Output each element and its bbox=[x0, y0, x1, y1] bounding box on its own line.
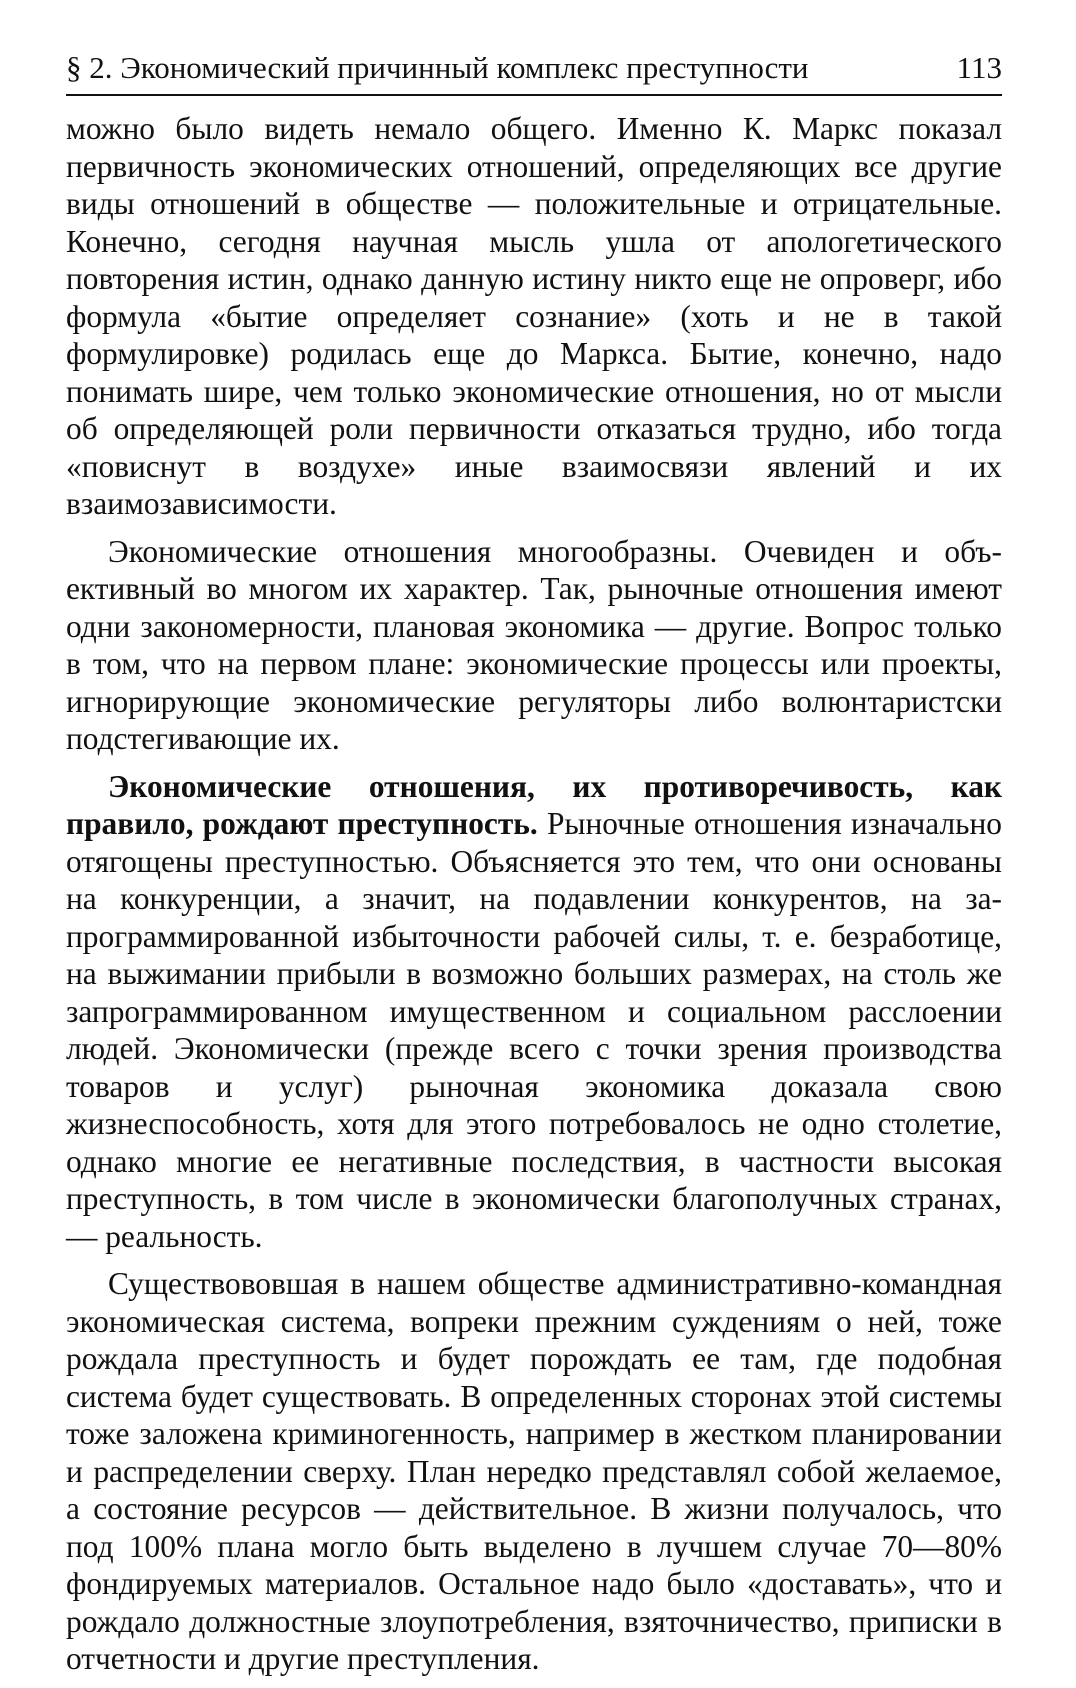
paragraph-1-text: можно было видеть немало общего. Именно К. Маркс показал первичность экономических отношений, определяющих все другие виды отношений в обществе — положительные и отрицательные. Конечно, сегодня научная мысль ушла от апологетического повторения истин, однако данную истину никто еще не опроверг, ибо формула «бытие определяет сознание» (хоть и не в такой формулировке) родилась еще до Маркса. Бытие, конечно, надо понимать шире, чем только экономические отношения, но от мысли об определяющей роли первичности отказаться трудно, ибо тогда «повиснут в воздухе» иные взаимосвязи явлений и их взаимозависимости. bbox=[66, 111, 1002, 521]
paragraph-3 bbox=[66, 768, 1002, 1256]
running-head bbox=[66, 48, 1002, 96]
paragraph-4 bbox=[66, 1265, 1002, 1678]
paragraph-2-text: Экономические отношения многообразны. Очевиден и объективный во многом их характер. Так, рыночные отношения имеют одни закономерности, плановая экономика — другие. Вопрос только в том, что на первом плане: экономические процессы или проекты, игнорирующие экономические регуляторы либо волюнтаристски подстегивающие их. bbox=[66, 533, 1002, 756]
paragraph-4-text: Существововшая в нашем обществе административно-командная экономическая система, вопреки прежним суждениям о ней, тоже рождала преступность и будет порождать ее там, где подобная система будет существовать. В определенных сторонах этой системы тоже заложена криминогенность, например в жестком планировании и распределении сверху. План нередко представлял собой желаемое, а состояние ресурсов — действительное. В жизни получалось, что под 100% плана могло быть выделено в лучшем случае 70—80% фондируемых материалов. Остальное надо было «доставать», что и рождало должностные злоупотребления, взяточничество, приписки в отчетности и другие преступления. bbox=[66, 1266, 1002, 1676]
section-title: § 2. Экономический причинный комплекс преступности bbox=[66, 50, 809, 85]
paragraph-3-bold-lead: Экономические отношения, их противоречивость, как правило, рождают преступность. bbox=[66, 768, 1002, 841]
body-text bbox=[66, 110, 1002, 1678]
book-page bbox=[66, 48, 1002, 1688]
paragraph-2 bbox=[66, 533, 1002, 758]
page-number: 113 bbox=[956, 50, 1002, 85]
paragraph-3-text: Рыночные отношения изначально отягощены преступностью. Объясняется это тем, что они основаны на конкуренции, а значит, на подавлении конкурентов, на запрограммированной избыточности рабочей силы, т. е. безработице, на выжимании прибыли в возможно больших размерах, на столь же запрограммированном имущественном и социальном расслоении людей. Экономически (прежде всего с точки зрения производства товаров и услуг) рыночная экономика доказала свою жизнеспособность, хотя для этого потребовалось не одно столетие, однако многие ее негативные последствия, в частности высокая преступность, в том числе в экономически благополучных странах, — реальность. bbox=[66, 806, 1002, 1254]
paragraph-1 bbox=[66, 110, 1002, 523]
